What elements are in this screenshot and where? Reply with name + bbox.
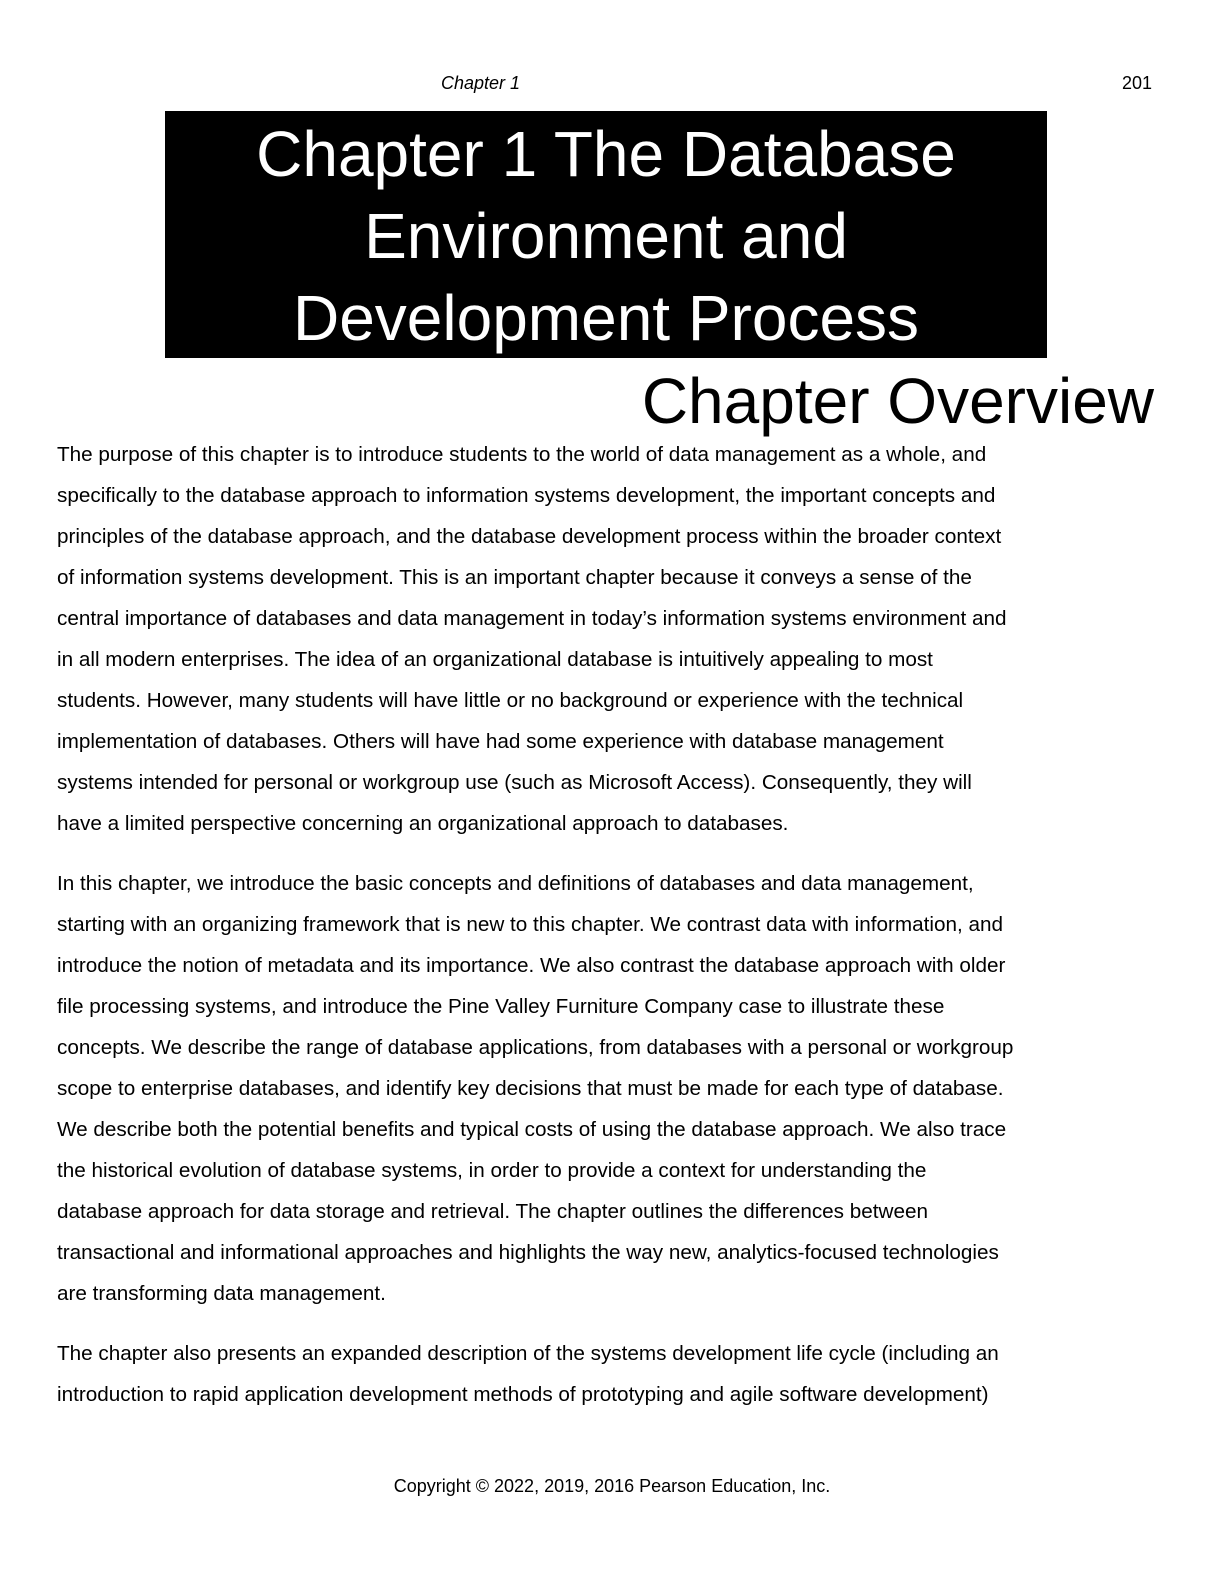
- text-line: the historical evolution of database systems, in order to provide a context for understanding the: [57, 1159, 927, 1182]
- text-line: file processing systems, and introduce the Pine Valley Furniture Company case to illustrate these: [57, 995, 945, 1018]
- text-line: introduce the notion of metadata and its importance. We also contrast the database approach with older: [57, 954, 1006, 977]
- text-line: transactional and informational approaches and highlights the way new, analytics-focused technologies: [57, 1241, 999, 1264]
- text-line: of information systems development. This is an important chapter because it conveys a sense of the: [57, 566, 972, 589]
- copyright-footer: Copyright © 2022, 2019, 2016 Pearson Education, Inc.: [393, 1476, 831, 1496]
- body-text: [57, 434, 1167, 1415]
- text-line: in all modern enterprises. The idea of an organizational database is intuitively appealing to most: [57, 648, 933, 671]
- text-line: starting with an organizing framework that is new to this chapter. We contrast data with information, and: [57, 913, 1003, 936]
- text-line: In this chapter, we introduce the basic concepts and definitions of databases and data management,: [57, 872, 974, 895]
- text-line: students. However, many students will have little or no background or experience with the technical: [57, 689, 964, 712]
- page-number: 201: [1122, 73, 1153, 93]
- running-head-chapter: Chapter 1: [441, 73, 521, 93]
- text-line: are transforming data management.: [57, 1282, 386, 1305]
- section-heading: Chapter Overview: [641, 365, 1154, 437]
- text-line: The chapter also presents an expanded description of the systems development life cycle (including an: [57, 1342, 999, 1365]
- paragraph: [57, 863, 1167, 1314]
- text-line: implementation of databases. Others will have had some experience with database management: [57, 730, 944, 753]
- text-line: database approach for data storage and retrieval. The chapter outlines the differences between: [57, 1200, 928, 1223]
- chapter-title: Chapter 1 The Database Environment and Development Process: [165, 111, 1047, 358]
- text-line: We describe both the potential benefits and typical costs of using the database approach. We also trace: [57, 1118, 1007, 1141]
- text-line: central importance of databases and data management in today’s information systems environment and: [57, 607, 1007, 630]
- text-line: concepts. We describe the range of database applications, from databases with a personal or workgroup: [57, 1036, 1014, 1059]
- text-line: have a limited perspective concerning an organizational approach to databases.: [57, 812, 789, 835]
- text-line: scope to enterprise databases, and identify key decisions that must be made for each type of database.: [57, 1077, 1004, 1100]
- text-line: principles of the database approach, and the database development process within the broader context: [57, 525, 1002, 548]
- text-line: specifically to the database approach to information systems development, the important concepts and: [57, 484, 996, 507]
- paragraph: [57, 1333, 1167, 1415]
- paragraph: [57, 434, 1167, 844]
- text-line: The purpose of this chapter is to introduce students to the world of data management as a whole, and: [57, 443, 987, 466]
- text-line: systems intended for personal or workgroup use (such as Microsoft Access). Consequently, they will: [57, 771, 972, 794]
- text-line: introduction to rapid application development methods of prototyping and agile software development): [57, 1383, 989, 1406]
